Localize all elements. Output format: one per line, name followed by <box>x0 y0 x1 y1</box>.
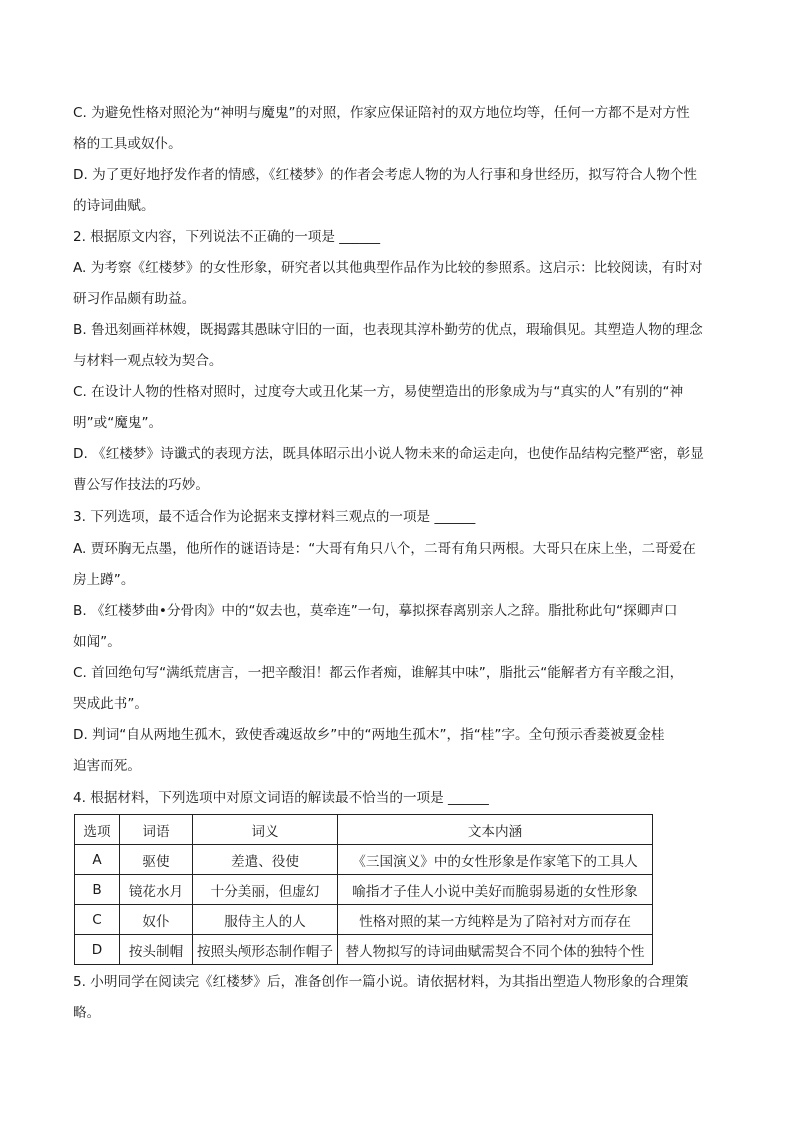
table-header-cell: 选项 <box>75 815 120 845</box>
table-cell: A <box>75 845 120 875</box>
table-header-cell: 词义 <box>193 815 338 845</box>
table-cell: 奴仆 <box>120 905 193 935</box>
table-cell: 十分美丽，但虚幻 <box>193 875 338 905</box>
question-2-option-b: B. 鲁迅刻画祥林嫂，既揭露其愚昧守旧的一面，也表现其淳朴勤劳的优点，瑕瑜俱见。其塑造人物的理念 与材料一观点较为契合。 <box>73 322 703 369</box>
table-cell: 按头制帽 <box>120 935 193 965</box>
table-cell: 性格对照的某一方纯粹是为了陪衬对方而存在 <box>338 905 653 935</box>
question-3-option-b: B. 《红楼梦曲•分骨肉》中的“奴去也，莫牵连”一句，摹拟探春离别亲人之辞。脂批称此句“探卿声口 如闻”。 <box>73 603 678 650</box>
question-5-stem: 5. 小明同学在阅读完《红楼梦》后，准备创作一篇小说。请依据材料，为其指出塑造人物形象的合理策 略。 <box>73 974 689 1021</box>
table-cell: B <box>75 875 120 905</box>
table-cell: 差遣、役使 <box>193 845 338 875</box>
table-cell: 驱使 <box>120 845 193 875</box>
option-d-paragraph: D. 为了更好地抒发作者的情感，《红楼梦》的作者会考虑人物的为人行事和身世经历，拟写符合人物个性 的诗词曲赋。 <box>73 167 698 214</box>
table-cell: C <box>75 905 120 935</box>
table-header-cell: 词语 <box>120 815 193 845</box>
table-cell: 替人物拟写的诗词曲赋需契合不同个体的独特个性 <box>338 935 653 965</box>
table-cell: 喻指才子佳人小说中美好而脆弱易逝的女性形象 <box>338 875 653 905</box>
table-header-cell: 文本内涵 <box>338 815 653 845</box>
table-cell: 按照头颅形态制作帽子 <box>193 935 338 965</box>
table-row <box>75 875 653 905</box>
question-2-option-a: A. 为考察《红楼梦》的女性形象，研究者以其他典型作品作为比较的参照系。这启示：比较阅读，有时对 研习作品颇有助益。 <box>73 260 703 307</box>
table-header-row <box>75 815 653 845</box>
table-row <box>75 935 653 965</box>
question-3-option-c: C. 首回绝句写“满纸荒唐言，一把辛酸泪！都云作者痴，谁解其中味”，脂批云“能解者方有辛酸之泪， 哭成此书”。 <box>73 665 684 712</box>
table-cell: 《三国演义》中的女性形象是作家笔下的工具人 <box>338 845 653 875</box>
table-cell: 镜花水月 <box>120 875 193 905</box>
question-3-option-a: A. 贾环胸无点墨，他所作的谜语诗是：“大哥有角只八个，二哥有角只两根。大哥只在床上坐，二哥爱在 房上蹲”。 <box>73 541 696 588</box>
question-3-option-d: D. 判词“自从两地生孤木，致使香魂返故乡”中的“两地生孤木”，指“桂”字。全句预示香菱被夏金桂 迫害而死。 <box>73 727 665 774</box>
table-row <box>75 845 653 875</box>
question-2-stem: 2. 根据原文内容，下列说法不正确的一项是 ______ <box>73 229 381 245</box>
option-c-paragraph: C. 为避免性格对照沦为“神明与魔鬼”的对照，作家应保证陪衬的双方地位均等，任何一方都不是对方性 格的工具或奴仆。 <box>73 105 690 152</box>
question-4-stem: 4. 根据材料，下列选项中对原文词语的解读最不恰当的一项是 ______ <box>73 790 489 806</box>
question-3-stem: 3. 下列选项，最不适合作为论据来支撑材料三观点的一项是 ______ <box>73 509 476 525</box>
table-row <box>75 905 653 935</box>
question-2-option-d: D. 《红楼梦》诗谶式的表现方法，既具体昭示出小说人物未来的命运走向，也使作品结构完整严密，彰显 曹公写作技法的巧妙。 <box>73 446 704 493</box>
question-2-option-c: C. 在设计人物的性格对照时，过度夸大或丑化某一方，易使塑造出的形象成为与“真实的人”有别的“神 明”或“魔鬼”。 <box>73 384 684 431</box>
table-cell: 服侍主人的人 <box>193 905 338 935</box>
table-cell: D <box>75 935 120 965</box>
term-interpretation-table <box>74 814 653 965</box>
